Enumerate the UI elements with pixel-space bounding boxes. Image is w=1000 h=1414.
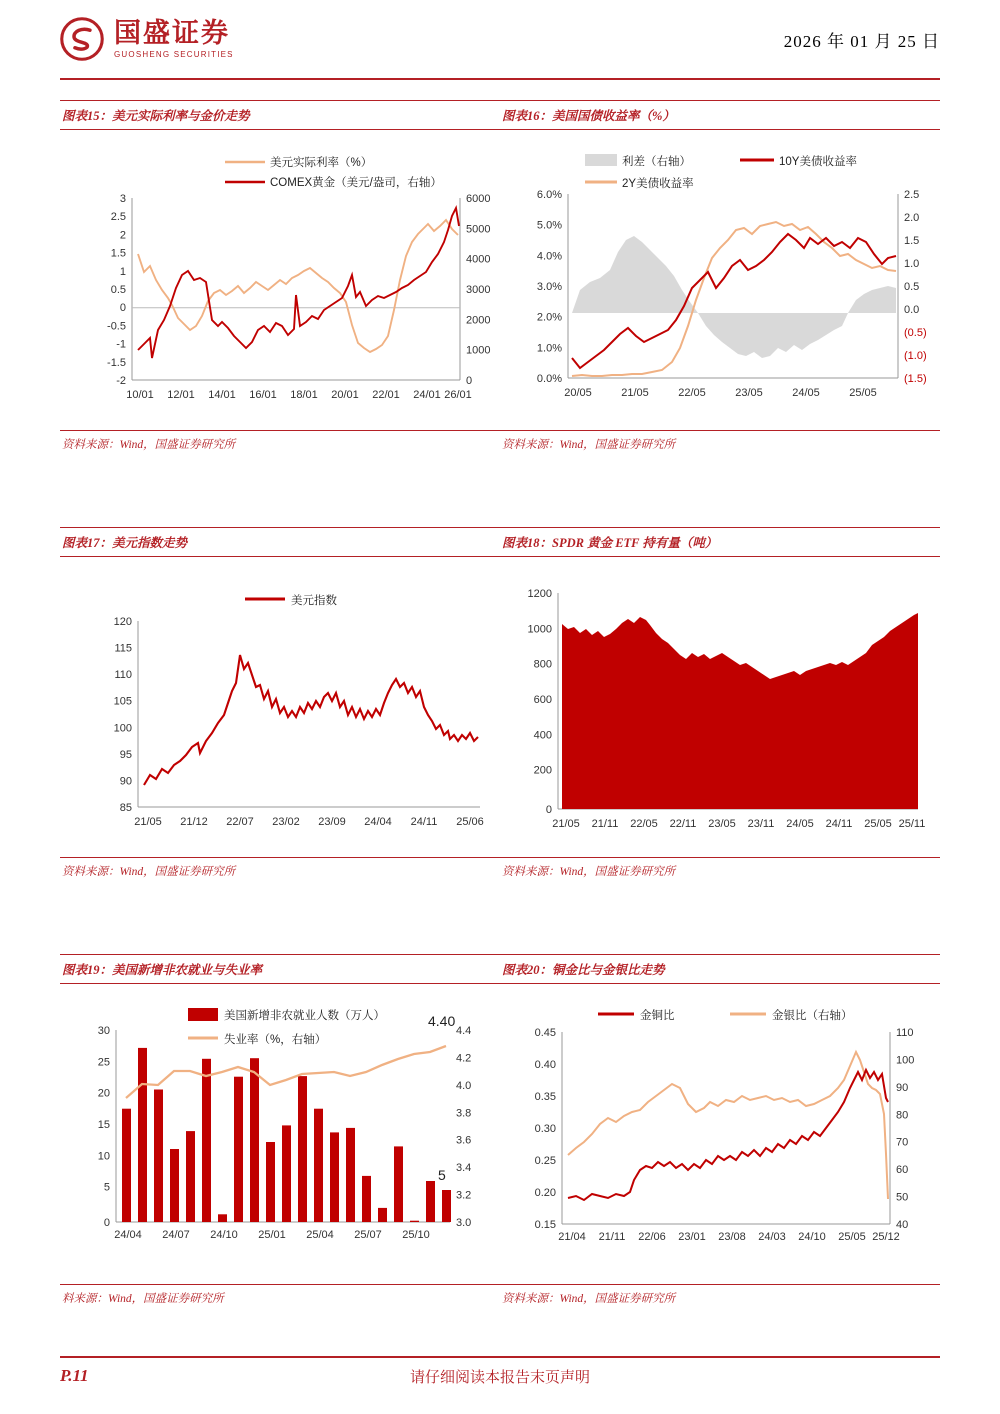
- svg-text:5: 5: [103, 1181, 110, 1194]
- svg-text:3.0%: 3.0%: [536, 281, 562, 293]
- figure-20-legend: [598, 1008, 853, 1022]
- svg-text:0.40: 0.40: [534, 1059, 556, 1071]
- svg-text:22/06: 22/06: [638, 1231, 666, 1243]
- svg-text:5000: 5000: [466, 223, 491, 236]
- figure-17-plot: [60, 557, 500, 857]
- legend-label: 金银比（右轴）: [772, 1010, 853, 1022]
- svg-text:10: 10: [97, 1150, 110, 1163]
- svg-text:40: 40: [896, 1219, 909, 1231]
- legend-label: 失业率（%，右轴）: [224, 1034, 327, 1046]
- svg-text:22/05: 22/05: [630, 818, 658, 830]
- svg-text:4000: 4000: [466, 253, 491, 266]
- svg-text:4.0%: 4.0%: [536, 250, 562, 263]
- svg-text:22/11: 22/11: [669, 818, 697, 830]
- svg-text:0.35: 0.35: [534, 1091, 556, 1103]
- svg-text:10/01: 10/01: [126, 389, 154, 401]
- svg-text:120: 120: [113, 616, 132, 628]
- svg-text:25/06: 25/06: [456, 816, 484, 828]
- svg-text:25/12: 25/12: [872, 1231, 900, 1243]
- svg-text:3: 3: [119, 193, 126, 205]
- svg-text:2.5: 2.5: [904, 189, 920, 201]
- svg-text:12/01: 12/01: [167, 389, 195, 401]
- legend-label: 2Y美债收益率: [622, 178, 694, 190]
- svg-text:100: 100: [896, 1054, 915, 1067]
- legend-label: 美元实际利率（%）: [270, 157, 373, 169]
- svg-text:2: 2: [119, 229, 126, 242]
- figure-19: [60, 944, 500, 1311]
- legend-label: COMEX黄金（美元/盎司，右轴）: [270, 177, 442, 189]
- figure-17-legend: [245, 593, 337, 607]
- figure-20-title: 图表20：铜金比与金银比走势: [500, 954, 940, 984]
- svg-text:24/07: 24/07: [162, 1229, 190, 1241]
- figure-17-title: 图表17：美元指数走势: [60, 527, 500, 557]
- svg-text:0.25: 0.25: [534, 1155, 556, 1167]
- svg-text:25/11: 25/11: [898, 818, 926, 830]
- svg-text:4.2: 4.2: [456, 1052, 472, 1065]
- legend-label: 10Y美债收益率: [779, 156, 857, 168]
- legend-label: 利差（右轴）: [622, 156, 691, 168]
- svg-text:3.0: 3.0: [456, 1217, 472, 1229]
- svg-text:24/03: 24/03: [758, 1231, 786, 1243]
- figure-19-source: 料来源：Wind，国盛证券研究所: [60, 1284, 500, 1311]
- figure-16-title: 图表16：美国国债收益率（%）: [500, 100, 940, 130]
- svg-text:-0.5: -0.5: [107, 320, 126, 333]
- svg-text:15: 15: [97, 1119, 110, 1131]
- svg-text:25/07: 25/07: [354, 1229, 382, 1241]
- svg-text:24/10: 24/10: [210, 1229, 238, 1241]
- svg-text:20: 20: [97, 1087, 110, 1100]
- svg-text:24/11: 24/11: [825, 818, 853, 830]
- svg-text:0.0%: 0.0%: [536, 373, 562, 385]
- legend-label: 美元指数: [291, 595, 337, 607]
- svg-text:21/12: 21/12: [180, 816, 208, 828]
- svg-text:1.0%: 1.0%: [536, 342, 562, 355]
- figure-18-title: 图表18：SPDR 黄金 ETF 持有量（吨）: [500, 527, 940, 557]
- figure-19-legend: [188, 1008, 385, 1046]
- figure-17-source: 资料来源：Wind，国盛证券研究所: [60, 857, 500, 884]
- svg-text:95: 95: [119, 748, 132, 761]
- figure-16-legend: [585, 154, 857, 190]
- svg-text:0.30: 0.30: [534, 1123, 556, 1135]
- svg-text:2000: 2000: [466, 314, 491, 327]
- svg-text:20/01: 20/01: [331, 389, 359, 401]
- fig19-annotation-payroll: 5: [438, 1167, 446, 1183]
- svg-text:22/07: 22/07: [226, 816, 254, 828]
- svg-text:600: 600: [533, 694, 552, 706]
- svg-text:3000: 3000: [466, 284, 491, 296]
- page-header: [60, 0, 940, 80]
- figure-15: [60, 90, 500, 457]
- figure-20: [500, 944, 940, 1311]
- figure-18: [500, 517, 940, 884]
- figure-20-plot: [500, 984, 940, 1284]
- figure-15-title: 图表15：美元实际利率与金价走势: [60, 100, 500, 130]
- svg-text:0: 0: [119, 302, 126, 315]
- svg-text:0.5: 0.5: [110, 284, 126, 296]
- svg-text:1200: 1200: [527, 588, 552, 600]
- svg-text:24/05: 24/05: [786, 818, 814, 830]
- svg-text:23/01: 23/01: [678, 1231, 706, 1243]
- svg-text:16/01: 16/01: [249, 389, 277, 401]
- svg-text:1.5: 1.5: [904, 235, 920, 247]
- svg-text:22/01: 22/01: [372, 389, 400, 401]
- figure-16-source: 资料来源：Wind，国盛证券研究所: [500, 430, 940, 457]
- svg-text:80: 80: [896, 1109, 909, 1122]
- svg-text:3.4: 3.4: [456, 1162, 472, 1175]
- svg-text:400: 400: [533, 729, 552, 742]
- figure-17: [60, 517, 500, 884]
- footer-disclaimer: 请仔细阅读本报告末页声明: [409, 1369, 590, 1386]
- svg-text:0.0: 0.0: [904, 304, 920, 316]
- figure-20-source: 资料来源：Wind，国盛证券研究所: [500, 1284, 940, 1311]
- svg-text:110: 110: [896, 1027, 914, 1039]
- svg-text:25/10: 25/10: [402, 1229, 430, 1241]
- svg-text:3.8: 3.8: [456, 1107, 472, 1120]
- svg-text:(1.5): (1.5): [904, 373, 927, 385]
- figure-16: [500, 90, 940, 457]
- report-date: 2026 年 01 月 25 日: [783, 31, 940, 51]
- svg-text:24/01: 24/01: [413, 389, 441, 401]
- svg-text:0: 0: [466, 375, 473, 387]
- svg-text:21/11: 21/11: [598, 1231, 626, 1243]
- svg-text:24/04: 24/04: [114, 1229, 142, 1241]
- svg-text:60: 60: [896, 1164, 909, 1177]
- svg-text:22/05: 22/05: [678, 387, 706, 399]
- svg-text:4.4: 4.4: [456, 1025, 472, 1037]
- svg-text:0.45: 0.45: [534, 1027, 556, 1039]
- figure-19-title: 图表19：美国新增非农就业与失业率: [60, 954, 500, 984]
- svg-text:5.0%: 5.0%: [536, 219, 562, 232]
- svg-text:1000: 1000: [466, 344, 491, 357]
- svg-text:0.20: 0.20: [534, 1187, 556, 1199]
- figure-15-legend: [225, 155, 442, 189]
- svg-text:25/05: 25/05: [849, 387, 877, 399]
- svg-text:800: 800: [533, 658, 552, 671]
- svg-text:21/05: 21/05: [552, 818, 580, 830]
- svg-text:6.0%: 6.0%: [536, 189, 562, 201]
- svg-text:0: 0: [545, 804, 552, 816]
- svg-text:24/04: 24/04: [364, 816, 392, 828]
- svg-text:24/11: 24/11: [410, 816, 438, 828]
- svg-text:21/11: 21/11: [591, 818, 619, 830]
- figure-grid: [60, 90, 940, 1311]
- svg-text:23/08: 23/08: [718, 1231, 746, 1243]
- svg-text:115: 115: [114, 642, 132, 655]
- svg-text:105: 105: [113, 695, 132, 708]
- svg-text:1.0: 1.0: [904, 258, 920, 270]
- figure-18-plot: [500, 557, 940, 857]
- svg-text:25/04: 25/04: [306, 1229, 334, 1241]
- svg-text:25/05: 25/05: [864, 818, 892, 830]
- svg-text:24/05: 24/05: [792, 387, 820, 399]
- legend-label: 美国新增非农就业人数（万人）: [224, 1010, 385, 1022]
- figure-15-source: 资料来源：Wind，国盛证券研究所: [60, 430, 500, 457]
- svg-text:-1: -1: [116, 338, 126, 351]
- brand-name-en: GUOSHENG SECURITIES: [114, 49, 234, 59]
- svg-text:70: 70: [896, 1136, 909, 1149]
- svg-text:23/05: 23/05: [735, 387, 763, 399]
- svg-text:3.2: 3.2: [456, 1189, 472, 1202]
- svg-text:(0.5): (0.5): [904, 327, 927, 339]
- svg-text:23/05: 23/05: [708, 818, 736, 830]
- svg-text:25: 25: [97, 1056, 110, 1069]
- figure-15-plot: [60, 130, 500, 430]
- svg-text:90: 90: [896, 1081, 909, 1094]
- svg-text:90: 90: [119, 775, 132, 788]
- svg-text:1: 1: [119, 265, 126, 278]
- svg-text:0.5: 0.5: [904, 281, 920, 293]
- svg-text:21/05: 21/05: [134, 816, 162, 828]
- svg-text:21/04: 21/04: [558, 1231, 586, 1243]
- svg-text:2.5: 2.5: [110, 211, 126, 224]
- figure-19-plot: [60, 984, 500, 1284]
- svg-text:-2: -2: [116, 375, 126, 387]
- page-footer: [60, 1356, 940, 1386]
- svg-text:4.0: 4.0: [456, 1079, 472, 1092]
- svg-text:0.15: 0.15: [534, 1219, 556, 1231]
- svg-text:23/11: 23/11: [747, 818, 775, 830]
- svg-text:21/05: 21/05: [621, 387, 649, 399]
- svg-text:26/01: 26/01: [444, 389, 472, 401]
- guosheng-logo-icon: [60, 17, 104, 61]
- fig19-annotation-unemployment: 4.40: [428, 1013, 456, 1029]
- svg-text:1.5: 1.5: [110, 247, 126, 260]
- svg-text:18/01: 18/01: [290, 389, 318, 401]
- svg-text:6000: 6000: [466, 193, 491, 205]
- svg-text:2.0: 2.0: [904, 212, 920, 224]
- brand-logo: [60, 17, 234, 61]
- svg-text:14/01: 14/01: [208, 389, 236, 401]
- page-number: P.11: [60, 1366, 89, 1385]
- figure-18-source: 资料来源：Wind，国盛证券研究所: [500, 857, 940, 884]
- svg-text:2.0%: 2.0%: [536, 311, 562, 324]
- svg-text:110: 110: [114, 669, 132, 682]
- svg-text:100: 100: [113, 722, 132, 735]
- svg-text:23/02: 23/02: [272, 816, 300, 828]
- svg-text:0: 0: [103, 1217, 110, 1229]
- svg-text:200: 200: [533, 764, 552, 777]
- svg-text:24/10: 24/10: [798, 1231, 826, 1243]
- svg-text:25/01: 25/01: [258, 1229, 286, 1241]
- svg-text:20/05: 20/05: [564, 387, 592, 399]
- svg-text:50: 50: [896, 1191, 909, 1204]
- svg-text:3.6: 3.6: [456, 1134, 472, 1147]
- svg-text:23/09: 23/09: [318, 816, 346, 828]
- legend-label: 金铜比: [640, 1010, 675, 1022]
- svg-text:25/05: 25/05: [838, 1231, 866, 1243]
- svg-text:1000: 1000: [527, 623, 552, 636]
- svg-text:-1.5: -1.5: [107, 356, 126, 369]
- svg-text:(1.0): (1.0): [904, 350, 927, 362]
- svg-text:30: 30: [97, 1025, 110, 1037]
- svg-text:85: 85: [119, 802, 132, 814]
- figure-16-plot: [500, 130, 940, 430]
- brand-name-cn: 国盛证券: [114, 18, 230, 49]
